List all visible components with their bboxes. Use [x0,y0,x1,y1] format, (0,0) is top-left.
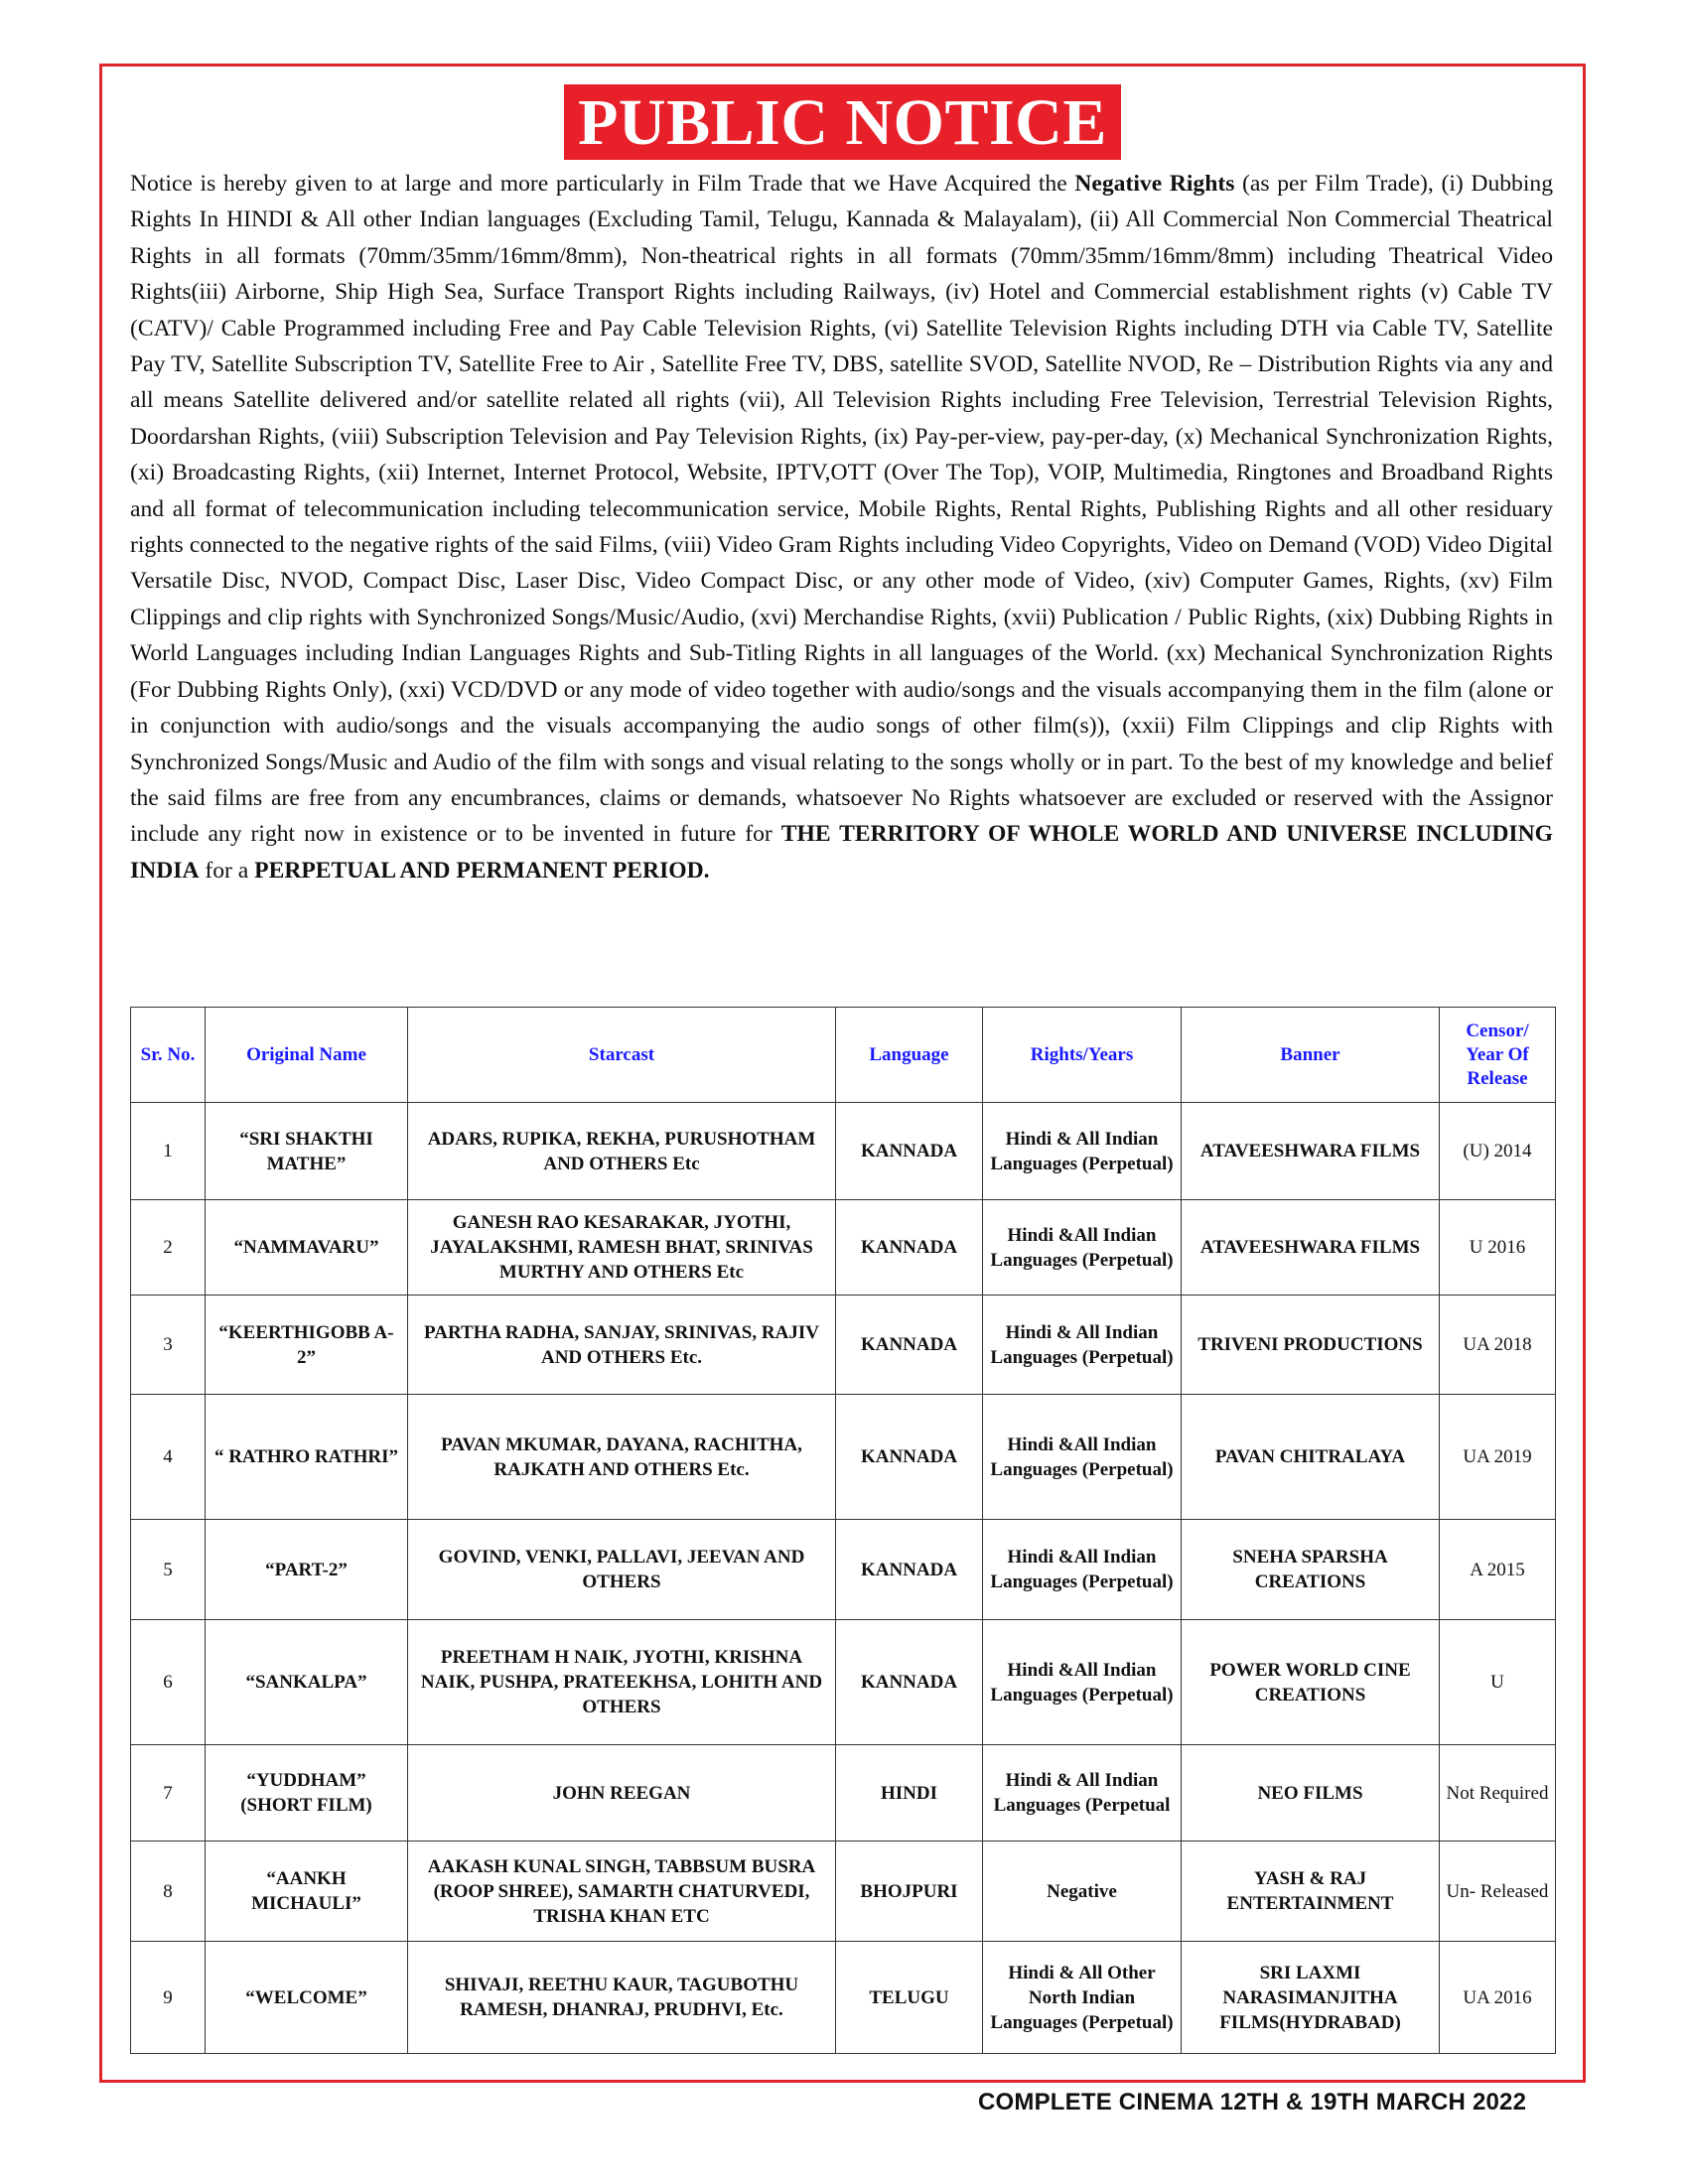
cell-sr-no: 3 [131,1296,206,1395]
cell-censor: UA 2018 [1440,1296,1556,1395]
notice-frame [99,64,1586,2083]
cell-sr-no: 5 [131,1520,206,1620]
cell-language: TELUGU [836,1942,983,2054]
footer-publication: COMPLETE CINEMA 12TH & 19TH MARCH 2022 [978,2089,1527,2116]
notice-text-1: Notice is hereby given to at large and more particularly in Film Trade that we Have Acquired the [130,171,1075,197]
cell-censor: A 2015 [1440,1520,1556,1620]
cell-language: HINDI [836,1745,983,1842]
cell-rights: Hindi & All Indian Languages (Perpetual) [983,1296,1182,1395]
table-row [131,1942,1556,2054]
title-wrap [102,84,1583,160]
cell-starcast: PARTHA RADHA, SANJAY, SRINIVAS, RAJIV AND OTHERS Etc. [408,1296,836,1395]
cell-censor: UA 2016 [1440,1942,1556,2054]
cell-rights: Hindi &All Indian Languages (Perpetual) [983,1395,1182,1520]
cell-language: KANNADA [836,1520,983,1620]
header-starcast: Starcast [408,1008,836,1103]
notice-text-3: for a [199,857,255,884]
table-row [131,1745,1556,1842]
notice-bold-period: PERPETUAL AND PERMANENT PERIOD. [254,857,710,884]
cell-censor: Un- Released [1440,1842,1556,1942]
cell-sr-no: 7 [131,1745,206,1842]
cell-language: KANNADA [836,1296,983,1395]
cell-censor: U [1440,1620,1556,1745]
table-row [131,1296,1556,1395]
notice-text-2: (as per Film Trade), (i) Dubbing Rights In HINDI & All other Indian languages (Excluding Tamil, Telugu, Kannada & Malayalam), (ii) All Commercial Non Commercial Theatrical Rights in all formats (70mm/35mm/16mm/8mm), Non-theatrical rights in all formats (70mm/35mm/16mm/8mm) including Theatrical Video Rights(iii) Airborne, Ship High Sea, Surface Transport Rights including Railways, (iv) Hotel and Commercial establishment rights (v) Cable TV (CATV)/ Cable Programmed including Free and Pay Cable Television Rights, (vi) Satellite Television Rights including DTH via Cable TV, Satellite Pay TV, Satellite Subscription TV, Satellite Free to Air , Satellite Free TV, DBS, satellite SVOD, Satellite NVOD, Re – Distribution Rights via any and all means Satellite delivered and/or satellite related all rights (vii), All Television Rights including Free Television, Terrestrial Television Rights, Doordarshan Rights, (viii) Subscription Television and Pay Television Rights, (ix) Pay-per-view, pay-per-day, (x) Mechanical Synchronization Rights, (xi) Broadcasting Rights, (xii) Internet, Internet Protocol, Website, IPTV,OTT (Over The Top), VOIP, Multimedia, Ringtones and Broadband Rights and all format of telecommunication including telecommunication service, Mobile Rights, Rental Rights, Publishing Rights and all other residuary rights connected to the negative rights of the said Films, (viii) Video Gram Rights including Video Copyrights, Video on Demand (VOD) Video Digital Versatile Disc, NVOD, Compact Disc, Laser Disc, Video Compact Disc, or any other mode of Video, (xiv) Computer Games, Rights, (xv) Film Clippings and clip rights with Synchronized Songs/Music/Audio, (xvi) Merchandise Rights, (xvii) Publication / Public Rights, (xix) Dubbing Rights in World Languages including Indian Languages Rights and Sub-Titling Rights in all languages of the World. (xx) Mechanical Synchronization Rights (For Dubbing Rights Only), (xxi) VCD/DVD or any mode of video together with audio/songs and the visuals accompanying them in the film (alone or in conjunction with audio/songs and the visuals accompanying the audio songs of other film(s)), (xxii) Film Clippings and clip Rights with Synchronized Songs/Music and Audio of the film with songs and visual relating to the songs wholly or in part. To the best of my knowledge and belief the said films are free from any encumbrances, claims or demands, whatsoever No Rights whatsoever are excluded or reserved with the Assignor include any right now in existence or to be invented in future for [130,171,1553,848]
cell-banner: ATAVEESHWARA FILMS [1182,1200,1440,1296]
header-language: Language [836,1008,983,1103]
cell-starcast: SHIVAJI, REETHU KAUR, TAGUBOTHU RAMESH, DHANRAJ, PRUDHVI, Etc. [408,1942,836,2054]
cell-sr-no: 2 [131,1200,206,1296]
cell-starcast: JOHN REEGAN [408,1745,836,1842]
page-title: PUBLIC NOTICE [564,84,1121,160]
cell-sr-no: 9 [131,1942,206,2054]
cell-censor: U 2016 [1440,1200,1556,1296]
cell-original-name: “ RATHRO RATHRI” [206,1395,408,1520]
cell-starcast: PREETHAM H NAIK, JYOTHI, KRISHNA NAIK, PUSHPA, PRATEEKHSA, LOHITH AND OTHERS [408,1620,836,1745]
cell-sr-no: 6 [131,1620,206,1745]
cell-censor: (U) 2014 [1440,1103,1556,1200]
cell-starcast: AAKASH KUNAL SINGH, TABBSUM BUSRA (ROOP SHREE), SAMARTH CHATURVEDI, TRISHA KHAN ETC [408,1842,836,1942]
header-original-name: Original Name [206,1008,408,1103]
cell-starcast: GOVIND, VENKI, PALLAVI, JEEVAN AND OTHERS [408,1520,836,1620]
table-row [131,1620,1556,1745]
cell-banner: SRI LAXMI NARASIMANJITHA FILMS(HYDRABAD) [1182,1942,1440,2054]
cell-banner: SNEHA SPARSHA CREATIONS [1182,1520,1440,1620]
cell-language: KANNADA [836,1103,983,1200]
header-censor: Censor/ Year Of Release [1440,1008,1556,1103]
cell-original-name: “KEERTHIGOBB A-2” [206,1296,408,1395]
cell-rights: Hindi & All Indian Languages (Perpetual [983,1745,1182,1842]
cell-banner: YASH & RAJ ENTERTAINMENT [1182,1842,1440,1942]
cell-banner: ATAVEESHWARA FILMS [1182,1103,1440,1200]
cell-rights: Hindi &All Indian Languages (Perpetual) [983,1620,1182,1745]
header-banner: Banner [1182,1008,1440,1103]
cell-starcast: GANESH RAO KESARAKAR, JYOTHI, JAYALAKSHMI, RAMESH BHAT, SRINIVAS MURTHY AND OTHERS Etc [408,1200,836,1296]
cell-banner: POWER WORLD CINE CREATIONS [1182,1620,1440,1745]
films-table [130,1007,1556,2054]
table-row [131,1842,1556,1942]
header-sr-no: Sr. No. [131,1008,206,1103]
cell-starcast: PAVAN MKUMAR, DAYANA, RACHITHA, RAJKATH AND OTHERS Etc. [408,1395,836,1520]
table-row [131,1520,1556,1620]
cell-rights: Hindi & All Other North Indian Languages (Perpetual) [983,1942,1182,2054]
cell-original-name: “YUDDHAM” (SHORT FILM) [206,1745,408,1842]
cell-starcast: ADARS, RUPIKA, REKHA, PURUSHOTHAM AND OTHERS Etc [408,1103,836,1200]
table-row [131,1395,1556,1520]
cell-original-name: “AANKH MICHAULI” [206,1842,408,1942]
cell-rights: Negative [983,1842,1182,1942]
cell-language: BHOJPURI [836,1842,983,1942]
cell-rights: Hindi &All Indian Languages (Perpetual) [983,1520,1182,1620]
table-header-row [131,1008,1556,1103]
cell-language: KANNADA [836,1395,983,1520]
cell-sr-no: 4 [131,1395,206,1520]
cell-banner: NEO FILMS [1182,1745,1440,1842]
cell-banner: PAVAN CHITRALAYA [1182,1395,1440,1520]
cell-sr-no: 1 [131,1103,206,1200]
cell-banner: TRIVENI PRODUCTIONS [1182,1296,1440,1395]
table-row [131,1200,1556,1296]
cell-original-name: “SANKALPA” [206,1620,408,1745]
cell-language: KANNADA [836,1620,983,1745]
cell-language: KANNADA [836,1200,983,1296]
header-rights-years: Rights/Years [983,1008,1182,1103]
table-row [131,1103,1556,1200]
cell-rights: Hindi & All Indian Languages (Perpetual) [983,1103,1182,1200]
cell-original-name: “WELCOME” [206,1942,408,2054]
cell-original-name: “SRI SHAKTHI MATHE” [206,1103,408,1200]
cell-original-name: “PART-2” [206,1520,408,1620]
cell-censor: Not Required [1440,1745,1556,1842]
notice-paragraph [130,166,1553,888]
notice-bold-negative-rights: Negative Rights [1074,171,1235,197]
cell-censor: UA 2019 [1440,1395,1556,1520]
cell-rights: Hindi &All Indian Languages (Perpetual) [983,1200,1182,1296]
notice-bold-territory: THE TERRITORY OF WHOLE WORLD AND UNIVERSE INCLUDING INDIA [130,821,1553,884]
cell-sr-no: 8 [131,1842,206,1942]
cell-original-name: “NAMMAVARU” [206,1200,408,1296]
